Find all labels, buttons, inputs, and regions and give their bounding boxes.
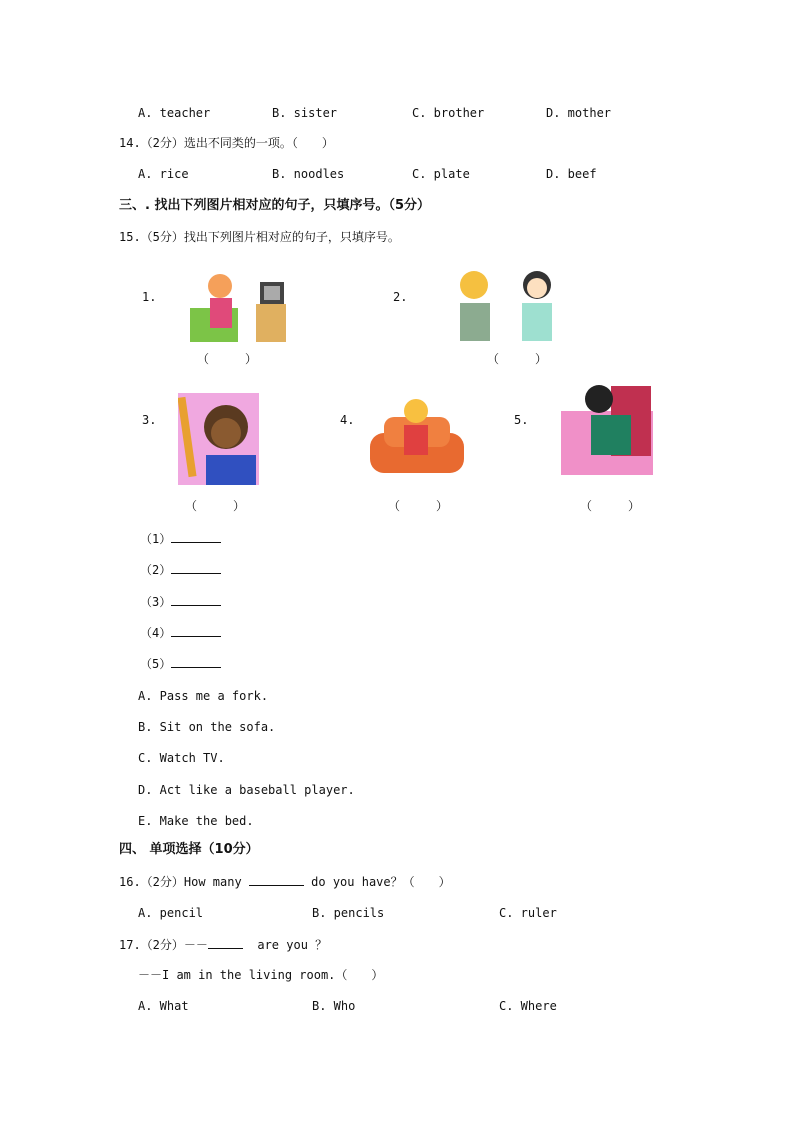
picture-watch-tv xyxy=(190,268,286,342)
answer-blank[interactable] xyxy=(171,624,221,637)
answer-blank[interactable] xyxy=(171,655,221,668)
picture-label-4: 4. xyxy=(340,413,355,427)
q17-blank[interactable] xyxy=(208,936,243,949)
answer-label: （5） xyxy=(140,657,172,671)
q17-option-c: C. Where xyxy=(499,999,557,1013)
answer-blank[interactable] xyxy=(171,593,221,606)
q14-option-c: C. plate xyxy=(412,167,470,181)
q16-option-b: B. pencils xyxy=(312,906,385,920)
q17-stem xyxy=(119,936,327,953)
q16-option-a: A. pencil xyxy=(138,906,204,920)
q17-option-b: B. Who xyxy=(312,999,356,1013)
section-4-heading: 四、 单项选择（10分） xyxy=(119,842,259,857)
q16-blank[interactable] xyxy=(249,873,304,886)
sentence-b: B. Sit on the sofa. xyxy=(138,720,276,734)
answer-4 xyxy=(140,624,221,641)
answer-1 xyxy=(140,530,221,547)
answer-label: （1） xyxy=(140,532,172,546)
picture-pass-fork xyxy=(452,263,557,345)
q15-stem: 15.（5分）找出下列图片相对应的句子，只填序号。 xyxy=(119,230,400,244)
q14-option-d: D. beef xyxy=(546,167,597,181)
answer-blank[interactable] xyxy=(171,530,221,543)
option-c: C. brother xyxy=(412,106,485,120)
answer-2 xyxy=(140,561,221,578)
q14-option-a: A. rice xyxy=(138,167,189,181)
option-b: B. sister xyxy=(272,106,338,120)
sentence-c: C. Watch TV. xyxy=(138,751,225,765)
option-d: D. mother xyxy=(546,106,612,120)
q17-option-a: A. What xyxy=(138,999,189,1013)
q14-option-b: B. noodles xyxy=(272,167,345,181)
paren-4: （ ） xyxy=(388,499,449,513)
sentence-e: E. Make the bed. xyxy=(138,814,254,828)
q16-stem-after: do you have？（ ） xyxy=(303,875,451,889)
picture-make-bed xyxy=(561,381,653,475)
q17-stem-after: are you ？ xyxy=(242,938,328,952)
picture-baseball-player xyxy=(178,393,259,485)
sentence-d: D. Act like a baseball player. xyxy=(138,783,355,797)
answer-label: （3） xyxy=(140,595,172,609)
picture-sofa xyxy=(370,393,464,478)
q16-stem-before: 16.（2分）How many xyxy=(119,875,249,889)
q16-stem xyxy=(119,873,451,890)
picture-label-1: 1. xyxy=(142,290,157,304)
picture-label-2: 2. xyxy=(393,290,408,304)
section-3-heading: 三、. 找出下列图片相对应的句子，只填序号。（5分） xyxy=(119,198,431,213)
paren-1: （ ） xyxy=(197,352,258,366)
paren-3: （ ） xyxy=(185,499,246,513)
answer-3 xyxy=(140,593,221,610)
sentence-a: A. Pass me a fork. xyxy=(138,689,269,703)
answer-5 xyxy=(140,655,221,672)
paren-5: （ ） xyxy=(580,499,641,513)
q17-stem-before: 17.（2分）－－ xyxy=(119,938,208,952)
answer-blank[interactable] xyxy=(171,561,221,574)
paren-2: （ ） xyxy=(487,352,548,366)
q16-option-c: C. ruler xyxy=(499,906,557,920)
option-a: A. teacher xyxy=(138,106,211,120)
q14-stem: 14.（2分）选出不同类的一项。（ ） xyxy=(119,136,334,150)
answer-label: （4） xyxy=(140,626,172,640)
picture-label-5: 5. xyxy=(514,413,529,427)
q17-line2: －－I am in the living room.（ ） xyxy=(138,968,384,982)
picture-label-3: 3. xyxy=(142,413,157,427)
answer-label: （2） xyxy=(140,563,172,577)
